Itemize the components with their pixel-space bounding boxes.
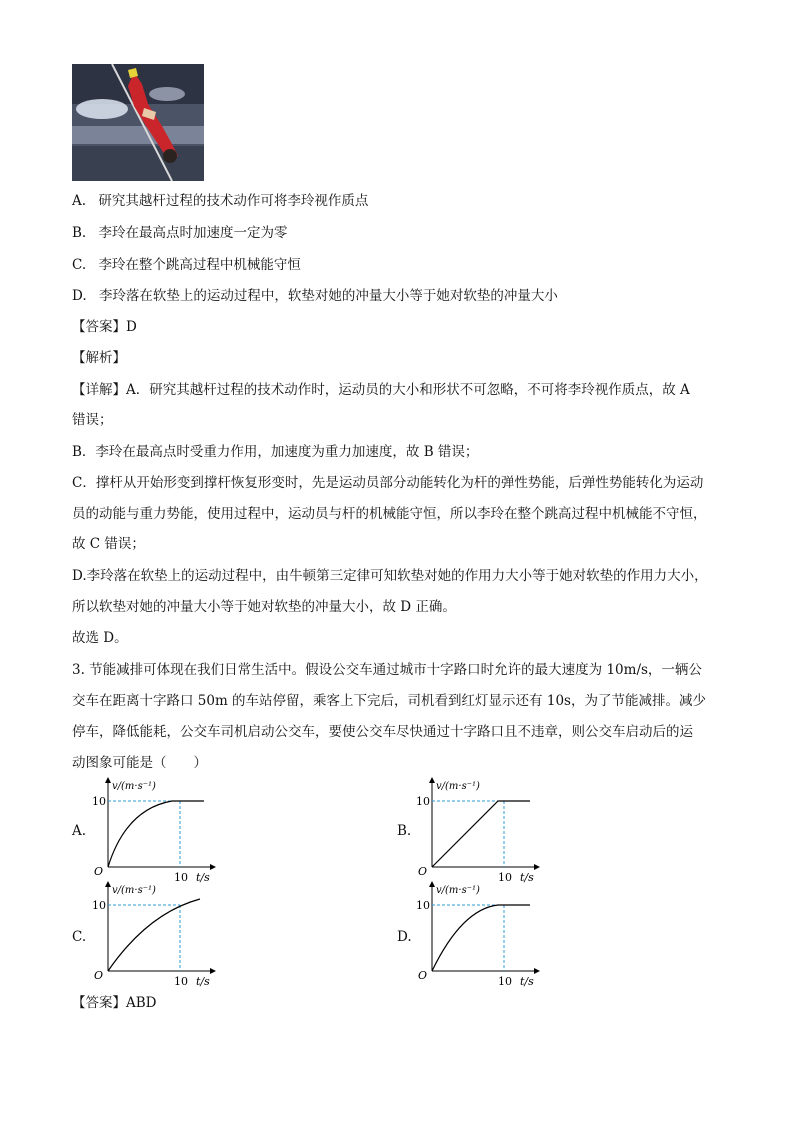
graph-a-label: A. bbox=[72, 823, 87, 839]
origin-label: O bbox=[94, 969, 104, 982]
option-d bbox=[72, 286, 558, 306]
x-arrow-icon bbox=[210, 864, 216, 870]
option-b bbox=[72, 223, 288, 243]
q3-answer: 【答案】ABD bbox=[72, 995, 157, 1011]
pole-vault-illustration bbox=[72, 64, 204, 181]
y-arrow-icon bbox=[429, 777, 435, 783]
graph-d-label: D. bbox=[397, 929, 412, 945]
detail-line: 员的动能与重力势能，使用过程中，运动员与杆的机械能守恒，所以李玲在整个跳高过程中机械能不守恒， bbox=[72, 506, 707, 522]
detail-line: 故 C 错误； bbox=[72, 536, 145, 552]
graph-b bbox=[416, 775, 546, 885]
origin-label: O bbox=[418, 969, 428, 982]
q3-stem-line: 停车，降低能耗，公交车司机启动公交车，要使公交车尽快通过十字路口且不违章，则公交车启动后的运 bbox=[72, 724, 693, 740]
x-tick: 10 bbox=[174, 871, 188, 884]
curve bbox=[108, 899, 200, 971]
option-text: 李玲在最高点时加速度一定为零 bbox=[98, 225, 288, 241]
option-text: 研究其越杆过程的技术动作可将李玲视作质点 bbox=[98, 193, 369, 209]
graph-c bbox=[92, 879, 222, 989]
y-tick: 10 bbox=[416, 795, 430, 808]
y-axis-label: v/(m·s⁻¹) bbox=[112, 885, 156, 896]
option-text: 李玲落在软垫上的运动过程中，软垫对她的冲量大小等于她对软垫的冲量大小 bbox=[98, 288, 558, 304]
y-arrow-icon bbox=[105, 881, 111, 887]
option-text: 李玲在整个跳高过程中机械能守恒 bbox=[98, 257, 301, 273]
option-c bbox=[72, 255, 301, 275]
q3-stem-line: 动图象可能是（ ） bbox=[72, 755, 207, 771]
graph-a bbox=[92, 775, 222, 885]
x-arrow-icon bbox=[210, 968, 216, 974]
x-axis-label: t/s bbox=[520, 871, 534, 884]
detail-line: 【详解】A．研究其越杆过程的技术动作时，运动员的大小和形状不可忽略，不可将李玲视作质点，故 A bbox=[72, 382, 690, 398]
x-arrow-icon bbox=[534, 968, 540, 974]
q2-answer: 【答案】D bbox=[72, 319, 137, 335]
x-arrow-icon bbox=[534, 864, 540, 870]
curve bbox=[432, 801, 530, 867]
detail-line: 错误； bbox=[72, 412, 113, 428]
y-arrow-icon bbox=[105, 777, 111, 783]
curve bbox=[432, 905, 530, 971]
q3-stem-line: 3. 节能减排可体现在我们日常生活中。假设公交车通过城市十字路口时允许的最大速度为 10m/s，一辆公 bbox=[72, 662, 702, 678]
x-axis-label: t/s bbox=[196, 975, 210, 988]
y-arrow-icon bbox=[429, 881, 435, 887]
y-axis-label: v/(m·s⁻¹) bbox=[436, 781, 480, 792]
y-axis-label: v/(m·s⁻¹) bbox=[112, 781, 156, 792]
x-tick: 10 bbox=[498, 975, 512, 988]
option-letter: B. bbox=[72, 225, 87, 241]
option-letter: C. bbox=[72, 257, 87, 273]
option-letter: D. bbox=[72, 288, 87, 304]
x-tick: 10 bbox=[174, 975, 188, 988]
option-a bbox=[72, 191, 368, 211]
graph-c-label: C. bbox=[72, 929, 87, 945]
detail-line: 所以软垫对她的冲量大小等于她对软垫的冲量大小，故 D 正确。 bbox=[72, 599, 456, 615]
curve bbox=[108, 801, 204, 867]
origin-label: O bbox=[94, 865, 104, 878]
y-tick: 10 bbox=[92, 795, 106, 808]
graph-b-label: B. bbox=[397, 823, 412, 839]
detail-line: D.李玲落在软垫上的运动过程中，由牛顿第三定律可知软垫对她的作用力大小等于她对软垫的作用力大小， bbox=[72, 568, 708, 584]
y-tick: 10 bbox=[416, 899, 430, 912]
origin-label: O bbox=[418, 865, 428, 878]
q2-analysis-heading: 【解析】 bbox=[72, 350, 126, 366]
y-tick: 10 bbox=[92, 899, 106, 912]
detail-line: C．撑杆从开始形变到撑杆恢复形变时，先是运动员部分动能转化为杆的弹性势能，后弹性势能转化为运动 bbox=[72, 475, 704, 491]
graph-d bbox=[416, 879, 546, 989]
y-axis-label: v/(m·s⁻¹) bbox=[436, 885, 480, 896]
option-letter: A. bbox=[72, 193, 87, 209]
x-tick: 10 bbox=[498, 871, 512, 884]
pole-vault-photo bbox=[72, 64, 204, 181]
q3-stem-line: 交车在距离十字路口 50m 的车站停留，乘客上下完后，司机看到红灯显示还有 10s，为了节能减排。减少 bbox=[72, 693, 706, 709]
x-axis-label: t/s bbox=[196, 871, 210, 884]
detail-line: B．李玲在最高点时受重力作用，加速度为重力加速度，故 B 错误； bbox=[72, 444, 479, 460]
detail-line: 故选 D。 bbox=[72, 630, 128, 646]
x-axis-label: t/s bbox=[520, 975, 534, 988]
